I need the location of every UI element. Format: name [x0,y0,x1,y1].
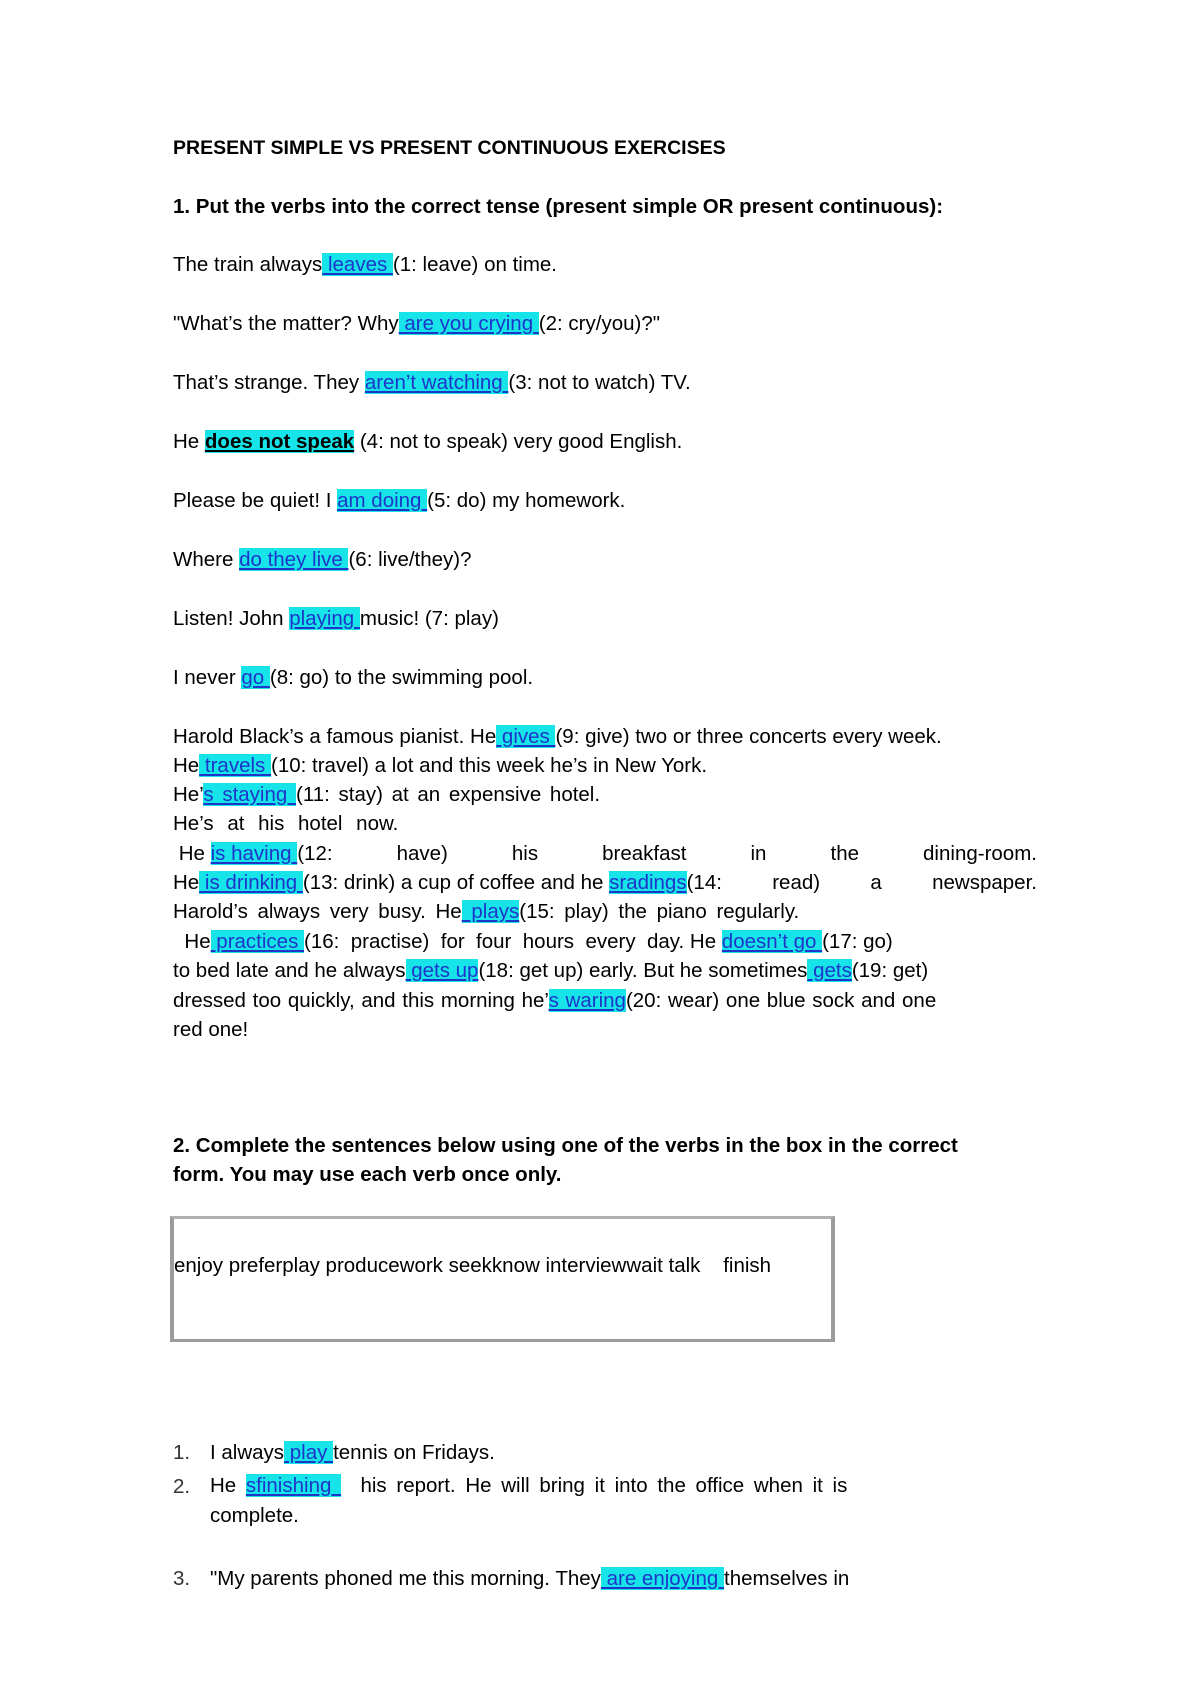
answer-14: sradings [609,871,687,894]
paragraph-line-1: Harold Black’s a famous pianist. He gives (9: give) two or three concerts every week. [173,725,942,748]
answer-13: is drinking [199,871,303,894]
paragraph-line-9: to bed late and he always gets up(18: get up) early. But he sometimes gets(19: get) [173,959,929,982]
answer-16: practices [210,930,305,953]
answer-4: does not speak [204,430,355,453]
sentence-1: The train always leaves (1: leave) on time. [173,253,557,276]
sentence-4: He does not speak (4: not to speak) very good English. [173,430,683,453]
answer-19: gets [807,959,852,982]
answer-7: playing [289,607,360,630]
answer-8: go [241,666,270,689]
answer-9: gives [496,725,556,748]
answer-10: travels [199,754,271,777]
answer-20: s waring [548,989,626,1012]
item-2-number: 2. [173,1475,191,1498]
sentence-3: That’s strange. They aren’t watching (3: not to watch) TV. [173,371,691,394]
item-3-number: 3. [173,1567,191,1590]
paragraph-line-2: He travels (10: travel) a lot and this week he’s in New York. [173,754,708,777]
paragraph-line-5: He is having (12: have) his breakfast in the dining-room. [173,842,1037,865]
answer-1: leaves [322,253,393,276]
answer-11: s staying [203,783,296,806]
answer-5: am doing [337,489,428,512]
item-3: "My parents phoned me this morning. They are enjoying themselves in [210,1567,850,1590]
sentence-7: Listen! John playing music! (7: play) [173,607,499,630]
item-1-number: 1. [173,1441,191,1464]
sentence-6: Where do they live (6: live/they)? [173,548,472,571]
sentence-2: "What’s the matter? Why are you crying (2: cry/you)?" [173,312,660,335]
item-3-answer: are enjoying [600,1567,724,1590]
answer-17: doesn’t go [721,930,823,953]
sentence-5: Please be quiet! I am doing (5: do) my homework. [173,489,626,512]
paragraph-line-4: He’s at his hotel now. [173,812,399,835]
paragraph-line-3: He’s staying (11: stay) at an expensive hotel. [173,783,601,806]
item-2-answer: sfinishing [245,1474,342,1497]
answer-6: do they live [239,548,349,571]
paragraph-line-8: He practices (16: practise) for four hours every day. He doesn’t go (17: go) [173,930,893,953]
paragraph-line-10: dressed too quickly, and this morning he’s waring(20: wear) one blue sock and one [173,989,937,1012]
answer-3: aren’t watching [364,371,509,394]
answer-12: is having [210,842,298,865]
section2-heading-line2: form. You may use each verb once only. [173,1163,562,1186]
section1-heading: 1. Put the verbs into the correct tense (present simple OR present continuous): [173,195,944,218]
verb-box [170,1216,835,1342]
section2-heading-line1: 2. Complete the sentences below using one of the verbs in the box in the correct [173,1134,958,1157]
item-1: I always play tennis on Fridays. [210,1441,495,1464]
page-title: PRESENT SIMPLE VS PRESENT CONTINUOUS EXERCISES [173,137,726,159]
verb-box-text: enjoy preferplay producework seekknow interviewwait talk finish [174,1254,772,1277]
paragraph-line-7: Harold’s always very busy. He plays(15: play) the piano regularly. [173,900,800,923]
item-2-continued: complete. [210,1504,299,1527]
answer-15: plays [461,900,520,923]
item-1-answer: play [284,1441,334,1464]
answer-18: gets up [405,959,479,982]
answer-2: are you crying [398,312,539,335]
item-2: He sfinishing his report. He will bring it into the office when it is [210,1474,848,1497]
sentence-8: I never go (8: go) to the swimming pool. [173,666,534,689]
paragraph-line-11: red one! [173,1018,249,1041]
paragraph-line-6: He is drinking (13: drink) a cup of coffee and he sradings(14: read) a newspaper. [173,871,1037,894]
